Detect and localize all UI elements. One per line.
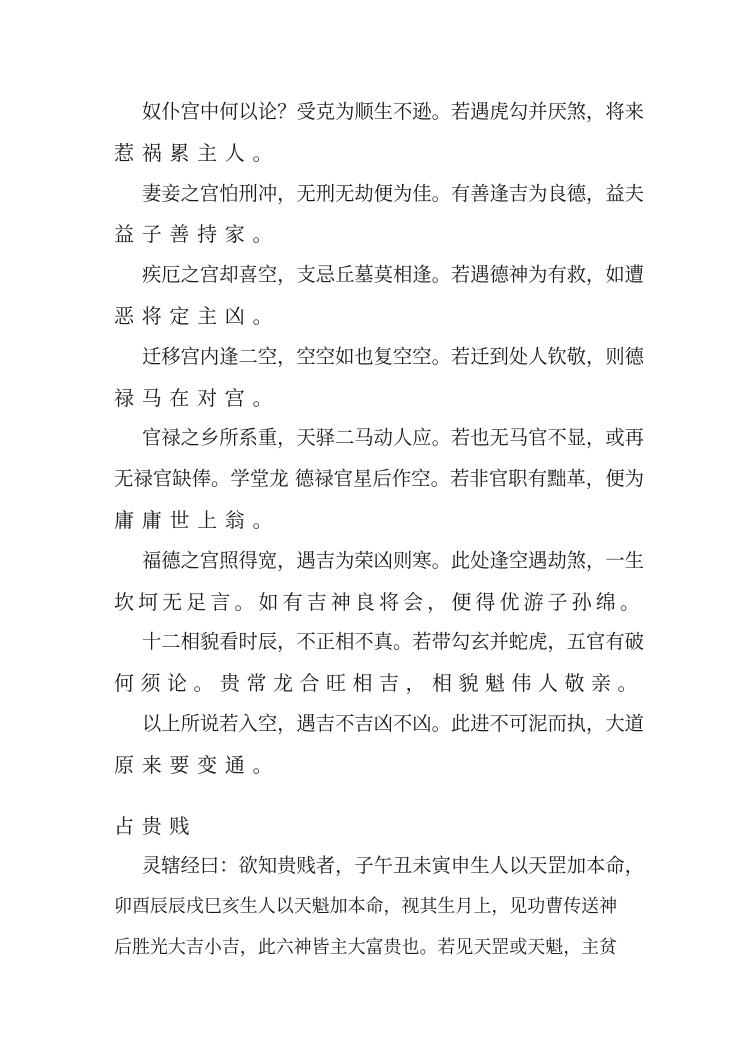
text-line: 后胜光大吉小吉，此六神皆主大富贵也。若见天罡或天魁，主贫	[114, 936, 618, 958]
text-line: 官禄之乡所系重，天驿二马动人应。若也无马官不显，或再	[142, 426, 644, 450]
paragraph	[114, 704, 644, 786]
text-line: 惹祸累主人。	[114, 140, 281, 165]
text-line: 恶将定主凶。	[114, 303, 281, 328]
text-line: 十二相貌看时辰，不正相不真。若带勾玄并蛇虎，五官有破	[142, 630, 644, 654]
text-line: 坎坷无足言。如有吉神良将会，便得优游子孙绵。	[114, 589, 644, 614]
text-line: 益子善持家。	[114, 222, 281, 247]
paragraph	[114, 622, 644, 704]
paragraph	[114, 846, 644, 968]
text-line: 庸庸世上翁。	[114, 507, 281, 532]
paragraph	[114, 541, 644, 623]
document-page	[114, 92, 644, 969]
text-line: 原来要变通。	[114, 752, 281, 777]
text-line: 灵辖经曰：欲知贵贱者，子午丑未寅申生人以天罡加本命，	[142, 854, 644, 878]
paragraph	[114, 418, 644, 540]
text-line: 以上所说若入空，遇吉不吉凶不凶。此进不可泥而执，大道	[142, 711, 644, 735]
paragraph	[114, 255, 644, 337]
text-line: 卯酉辰辰戌巳亥生人以天魁加本命，视其生月上，见功曹传送神	[114, 896, 618, 918]
text-line: 疾厄之宫却喜空，支忌丘墓莫相逢。若遇德神为有救，如遭	[142, 263, 644, 287]
paragraph	[114, 174, 644, 256]
text-line: 无禄官缺俸。学堂龙 德禄官星后作空。若非官职有黜革，便为	[114, 467, 644, 491]
text-line: 奴仆宫中何以论？受克为顺生不逊。若遇虎勾并厌煞，将来	[142, 100, 644, 123]
text-line: 福德之宫照得宽，遇吉为荣凶则寒。此处逢空遇劫煞，一生	[142, 548, 644, 572]
text-line: 何须论。贵常龙合旺相吉，相貌魁伟人敬亲。	[114, 671, 644, 696]
text-line: 迁移宫内逢二空，空空如也复空空。若迁到处人钦敬，则德	[142, 344, 644, 368]
paragraph	[114, 92, 644, 174]
text-line: 妻妾之宫怕刑冲，无刑无劫便为佳。有善逢吉为良德，益夫	[142, 181, 644, 205]
section-heading: 占贵贱	[114, 813, 198, 838]
text-line: 禄马在对宫。	[114, 385, 281, 410]
paragraph	[114, 337, 644, 419]
